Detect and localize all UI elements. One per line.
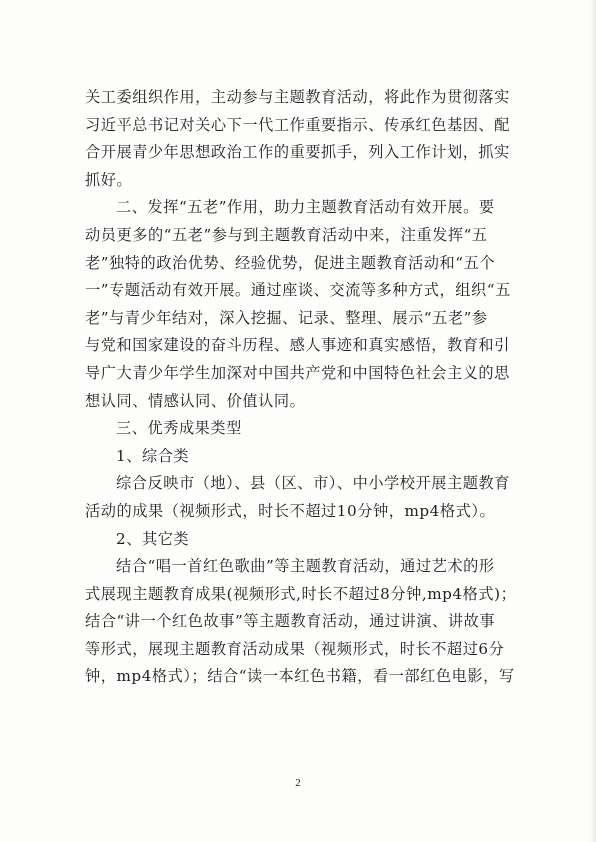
text-line: 结合“唱一首红色歌曲”等主题教育活动，通过艺术的形	[116, 557, 495, 576]
text-line: 结合“讲一个红色故事”等主题教育活动，通过讲演、讲故事	[85, 612, 496, 631]
text-line: 关工委组织作用，主动参与主题教育活动，将此作为贯彻落实	[85, 88, 510, 106]
scan-edge-shadow	[590, 0, 596, 842]
subsection-heading: 2、其它类	[116, 529, 190, 548]
section-heading: 三、优秀成果类型	[116, 419, 242, 438]
document-body	[85, 84, 515, 691]
text-line: 一”专题活动有效开展。通过座谈、交流等多种方式，组织“五	[85, 281, 511, 300]
page-number: 2	[295, 777, 301, 789]
text-line: 等形式，展现主题教育活动成果（视频形式，时长不超过6分	[85, 639, 505, 658]
text-line: 习近平总书记对关心下一代工作重要指示、传承红色基因、配	[85, 115, 510, 134]
text-line: 动员更多的“五老”参与到主题教育活动中来，注重发挥“五	[85, 225, 488, 244]
text-line: 抓好。	[85, 170, 133, 189]
text-line: 综合反映市（地）、县（区、市）、中小学校开展主题教育	[116, 474, 510, 493]
text-line: 想认同、情感认同、价值认同。	[85, 391, 306, 410]
text-line: 与党和国家建设的奋斗历程、感人事迹和真实感悟，教育和引	[85, 336, 510, 355]
text-line: 合开展青少年思想政治工作的重要抓手，列入工作计划，抓实	[85, 143, 510, 162]
section-heading-line: 二、发挥“五老”作用，助力主题教育活动有效开展。要	[116, 198, 495, 217]
text-line: 活动的成果（视频形式，时长不超过10分钟，mp4格式）。	[85, 501, 496, 520]
subsection-heading: 1、综合类	[116, 446, 190, 465]
text-line: 导广大青少年学生加深对中国共产党和中国特色社会主义的思	[85, 363, 510, 382]
text-line: 钟，mp4格式）；结合“读一本红色书籍，看一部红色电影，写	[85, 667, 515, 686]
text-line: 老”与青少年结对，深入挖掘、记录、整理、展示“五老”参	[85, 308, 488, 327]
text-line: 式展现主题教育成果(视频形式,时长不超过8分钟,mp4格式)；	[85, 584, 517, 603]
text-line: 老”独特的政治优势、经验优势，促进主题教育活动和“五个	[85, 253, 496, 272]
